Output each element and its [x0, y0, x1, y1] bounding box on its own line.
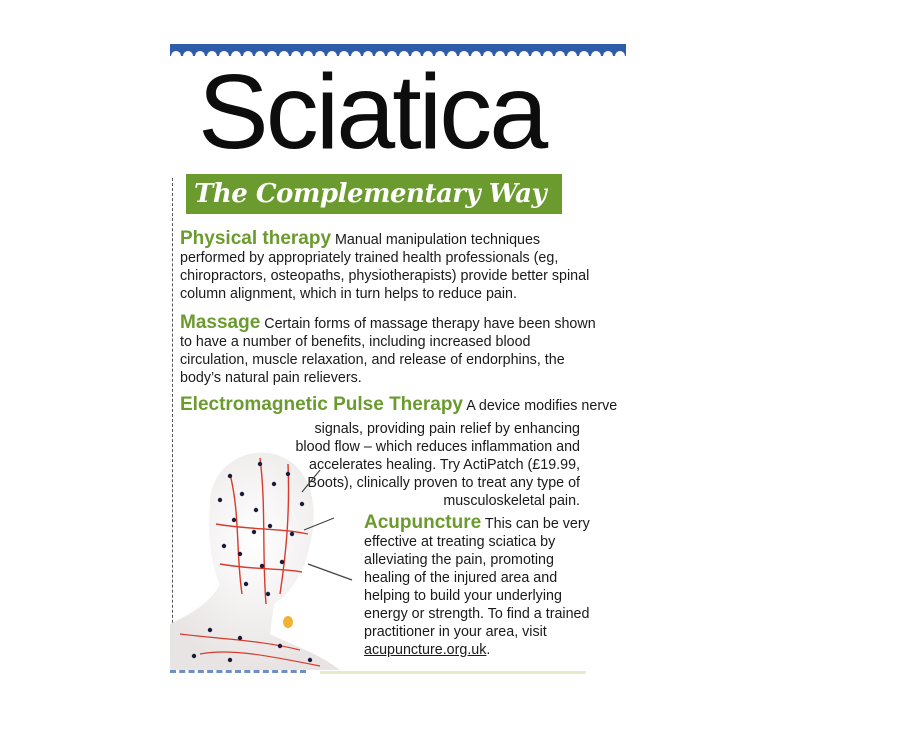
- section-massage: [180, 314, 600, 387]
- dashed-bottom-border: [170, 670, 306, 673]
- section-electromagnetic-body: signals, providing pain relief by enhancing blood flow – which reduces inflammation and accelerates healing. Try ActiPatch (£19.99, Boots), clinically proven to treat any type of musculoskeletal pain.: [295, 421, 580, 509]
- section-body-first-line: A device modifies nerve: [466, 398, 618, 414]
- subtitle-banner: [186, 174, 562, 214]
- acupuncture-link[interactable]: acupuncture.org.uk: [364, 642, 487, 658]
- section-heading: Physical therapy: [180, 228, 332, 249]
- section-body: Certain forms of massage therapy have been shown to have a number of benefits, including increased blood circulation, muscle relaxation, and release of endorphins, the body’s natural pain relievers.: [180, 316, 596, 386]
- section-heading: Acupuncture: [364, 512, 482, 533]
- article-title: Sciatica: [198, 53, 546, 171]
- section-acupuncture: [364, 514, 596, 659]
- magazine-article: [170, 44, 626, 676]
- section-heading: Electromagnetic Pulse Therapy: [180, 394, 463, 415]
- section-electromagnetic-heading-line: [180, 394, 618, 415]
- section-heading: Massage: [180, 312, 261, 333]
- section-body: Manual manipulation techniques performed by appropriately trained health professionals (eg, chiropractors, osteopaths, physiotherapists) provide better spinal column alignment, which in turn helps to reduce pain.: [180, 232, 590, 302]
- section-physical-therapy: [180, 230, 600, 303]
- trailing-period: .: [486, 642, 491, 658]
- acupuncture-head-model-illustration: [170, 434, 360, 670]
- bottom-rule: [320, 671, 586, 674]
- article-subtitle: The Complementary Way: [194, 179, 547, 209]
- section-body: This can be very effective at treating sciatica by alleviating the pain, promoting healing of the injured area and helping to build your underlying energy or strength. To find a trained practitioner in your area, visit: [364, 516, 590, 640]
